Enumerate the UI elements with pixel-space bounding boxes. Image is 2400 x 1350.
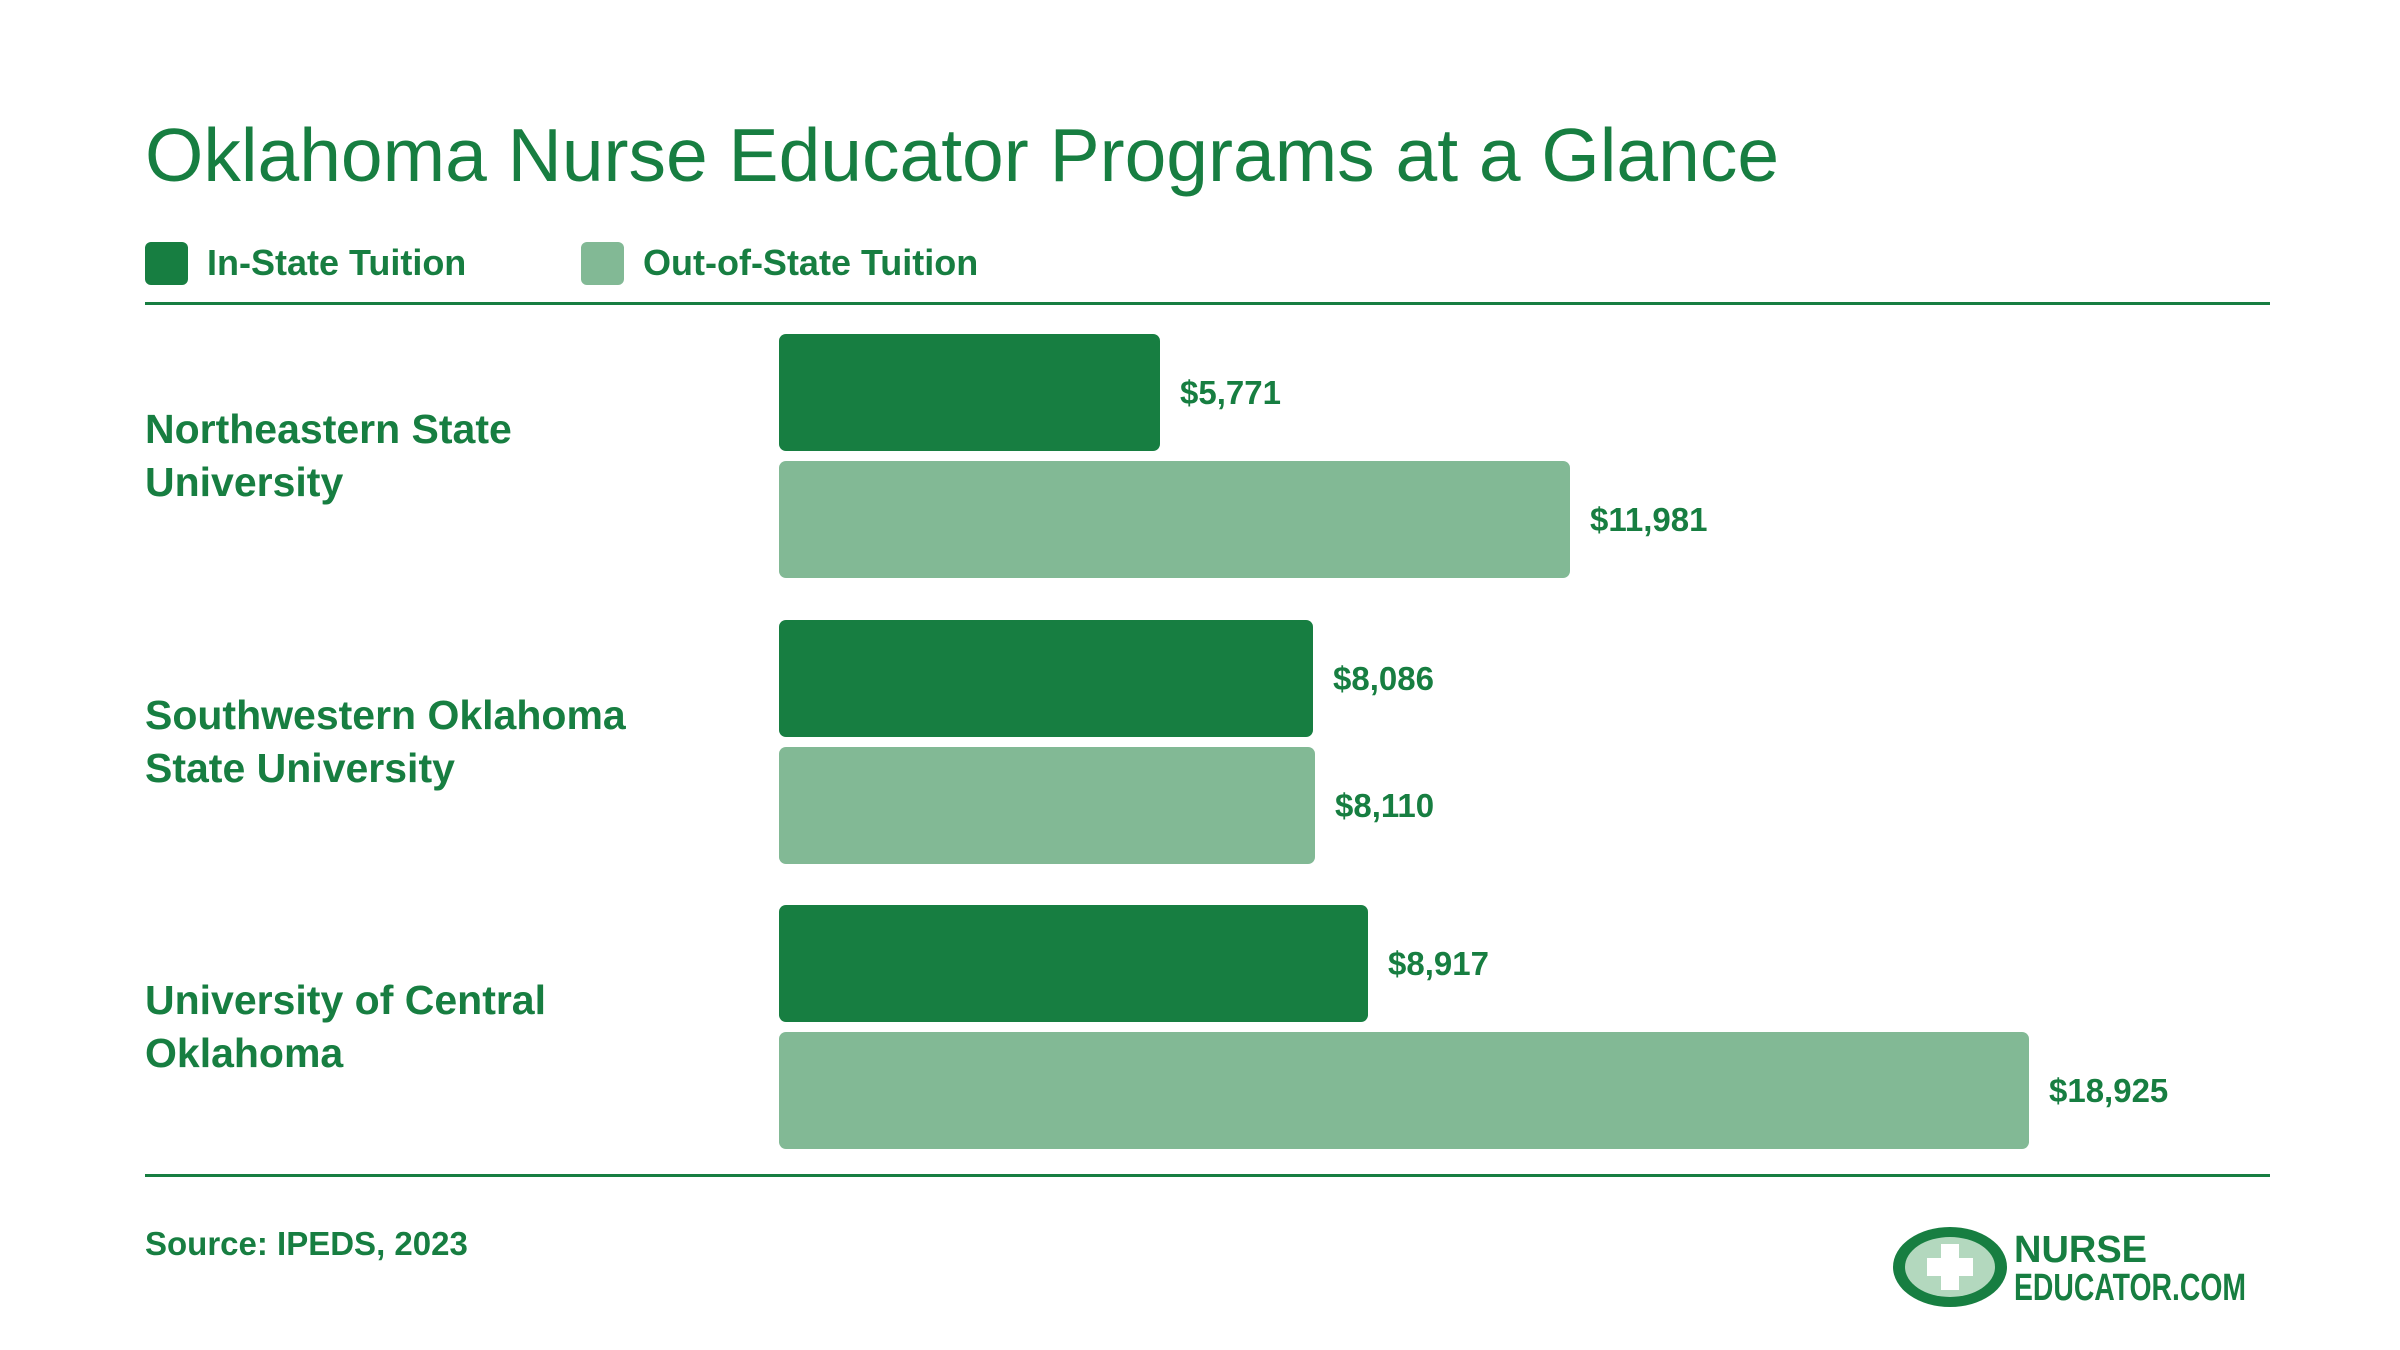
- nurse-educator-logo: [1893, 1224, 2253, 1310]
- category-label-line: University: [145, 459, 344, 505]
- top-divider: [145, 302, 2270, 305]
- logo-line-1: NURSE: [2014, 1229, 2148, 1271]
- bar-out-of-state: [779, 1032, 2029, 1149]
- legend-swatch-in-state: [145, 242, 188, 285]
- legend-swatch-out-of-state: [581, 242, 624, 285]
- category-label-line: State University: [145, 745, 455, 791]
- legend-label-out-of-state: Out-of-State Tuition: [643, 242, 979, 283]
- bar-in-state: [779, 334, 1160, 451]
- bar-value-label: $11,981: [1590, 501, 1708, 538]
- bar-value-label: $8,110: [1335, 787, 1435, 824]
- category-label: [145, 403, 705, 509]
- category-label-line: Oklahoma: [145, 1030, 344, 1076]
- category-label: [145, 974, 705, 1080]
- bar-value-label: $5,771: [1180, 374, 1281, 411]
- source-note: Source: IPEDS, 2023: [145, 1225, 468, 1262]
- legend-item-in-state: [145, 240, 466, 286]
- chart-title: Oklahoma Nurse Educator Programs at a Glance: [145, 113, 1780, 197]
- category-label-line: University of Central: [145, 977, 546, 1023]
- bottom-divider: [145, 1174, 2270, 1177]
- category-label-line: Southwestern Oklahoma: [145, 692, 626, 738]
- bar-in-state: [779, 620, 1313, 737]
- legend-item-out-of-state: [581, 240, 978, 286]
- cross-oval-icon: [1893, 1227, 2007, 1307]
- bar-out-of-state: [779, 461, 1570, 578]
- category-label: [145, 689, 705, 795]
- bar-value-label: $8,086: [1333, 660, 1434, 697]
- bar-value-label: $18,925: [2049, 1072, 2169, 1109]
- bar-in-state: [779, 905, 1368, 1022]
- bar-out-of-state: [779, 747, 1315, 864]
- category-label-line: Northeastern State: [145, 406, 512, 452]
- bar-value-label: $8,917: [1388, 945, 1489, 982]
- legend-label-in-state: In-State Tuition: [207, 242, 467, 283]
- logo-line-2: EDUCATOR.COM: [2014, 1267, 2246, 1309]
